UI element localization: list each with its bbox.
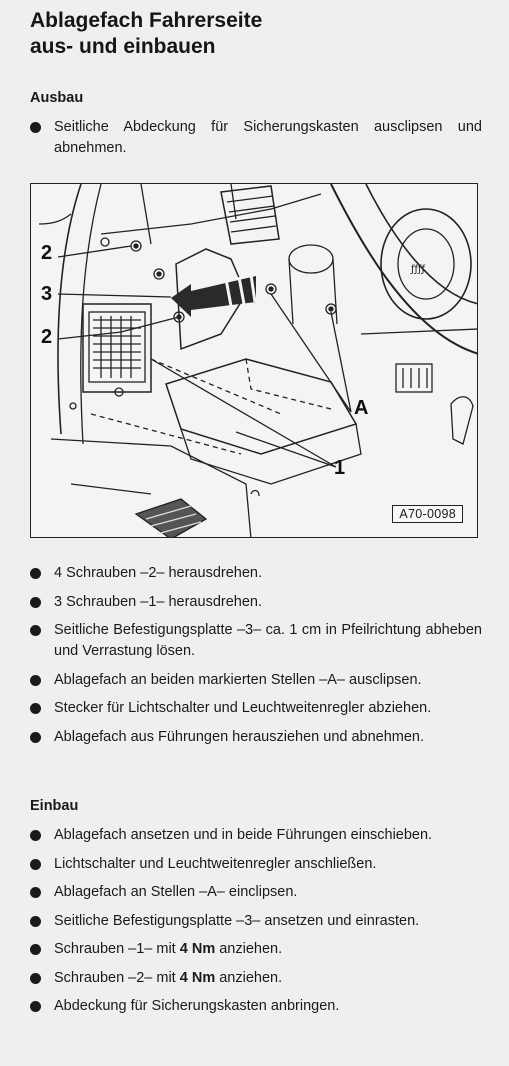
list-item — [30, 882, 482, 903]
list-item — [30, 939, 482, 960]
list-item — [30, 911, 482, 932]
step-text: Ablagefach ansetzen und in beide Führungen einschieben. — [54, 827, 433, 843]
bullet-icon — [30, 944, 41, 955]
step-text: Seitliche Befestigungsplatte –3– ca. 1 cm in Pfeilrichtung abheben und Verrastung lösen. — [54, 622, 482, 659]
step-text: 3 Schrauben –1– herausdrehen. — [54, 593, 262, 610]
ausbau-steps-list — [30, 563, 482, 755]
step-text: Ablagefach aus Führungen herausziehen und abnehmen. — [54, 728, 425, 745]
bullet-icon — [30, 859, 41, 870]
einbau-steps-list — [30, 825, 482, 1025]
step-text-pre: Schrauben –1– mit — [54, 941, 180, 957]
torque-value: 4 Nm — [179, 969, 216, 986]
list-item — [30, 117, 482, 159]
bullet-icon — [30, 703, 41, 714]
svg-text:ƒƒƒƒ: ƒƒƒƒ — [411, 264, 426, 275]
list-item — [30, 592, 482, 613]
bullet-icon — [30, 973, 41, 984]
list-item — [30, 670, 482, 691]
bullet-icon — [30, 122, 41, 133]
bullet-icon — [30, 732, 41, 743]
exploded-view-figure — [30, 183, 478, 538]
einbau-heading: Einbau — [30, 798, 79, 814]
step-text: Ablagefach an Stellen –A– einclipsen. — [54, 884, 298, 900]
list-item — [30, 854, 482, 875]
callout-2-upper: 2 — [41, 242, 53, 264]
bullet-icon — [30, 597, 41, 608]
bullet-icon — [30, 1001, 41, 1012]
callout-2-lower: 2 — [41, 326, 53, 348]
callout-3: 3 — [41, 283, 53, 305]
step-text-post: anziehen. — [215, 969, 283, 986]
figure-reference-tag: A70-0098 — [392, 505, 463, 523]
step-text: Ablagefach an beiden markierten Stellen –A– ausclipsen. — [54, 671, 422, 688]
list-item — [30, 727, 482, 748]
step-text — [54, 941, 282, 957]
title-line-2: aus- und einbauen — [30, 35, 216, 58]
step-text: 4 Schrauben –2– herausdrehen. — [54, 565, 262, 581]
ausbau-heading: Ausbau — [30, 90, 84, 106]
step-text: Abdeckung für Sicherungskasten anbringen. — [54, 998, 340, 1014]
page-title — [30, 8, 490, 60]
list-item — [30, 620, 482, 662]
torque-value: 4 Nm — [179, 941, 216, 957]
list-item — [30, 996, 482, 1017]
bullet-icon — [30, 568, 41, 579]
bullet-icon — [30, 887, 41, 898]
step-text-pre: Schrauben –2– mit — [54, 969, 180, 986]
step-text: Seitliche Befestigungsplatte –3– ansetzen und einrasten. — [54, 912, 420, 929]
bullet-icon — [30, 625, 41, 636]
title-line-1: Ablagefach Fahrerseite — [30, 9, 263, 32]
step-text: Seitliche Abdeckung für Sicherungskasten ausclipsen und abnehmen. — [54, 119, 482, 156]
step-text: Lichtschalter und Leuchtweitenregler anschließen. — [54, 855, 377, 872]
ausbau-intro-list — [30, 117, 482, 167]
step-text — [54, 970, 282, 986]
callout-1: 1 — [334, 457, 346, 479]
dashboard-illustration — [31, 184, 478, 538]
bullet-icon — [30, 675, 41, 686]
bullet-icon — [30, 830, 41, 841]
list-item — [30, 698, 482, 719]
bullet-icon — [30, 916, 41, 927]
step-text-post: anziehen. — [215, 941, 283, 957]
list-item — [30, 563, 482, 584]
list-item — [30, 968, 482, 989]
step-text: Stecker für Lichtschalter und Leuchtweitenregler abziehen. — [54, 700, 432, 716]
callout-A: A — [354, 397, 369, 419]
list-item — [30, 825, 482, 846]
